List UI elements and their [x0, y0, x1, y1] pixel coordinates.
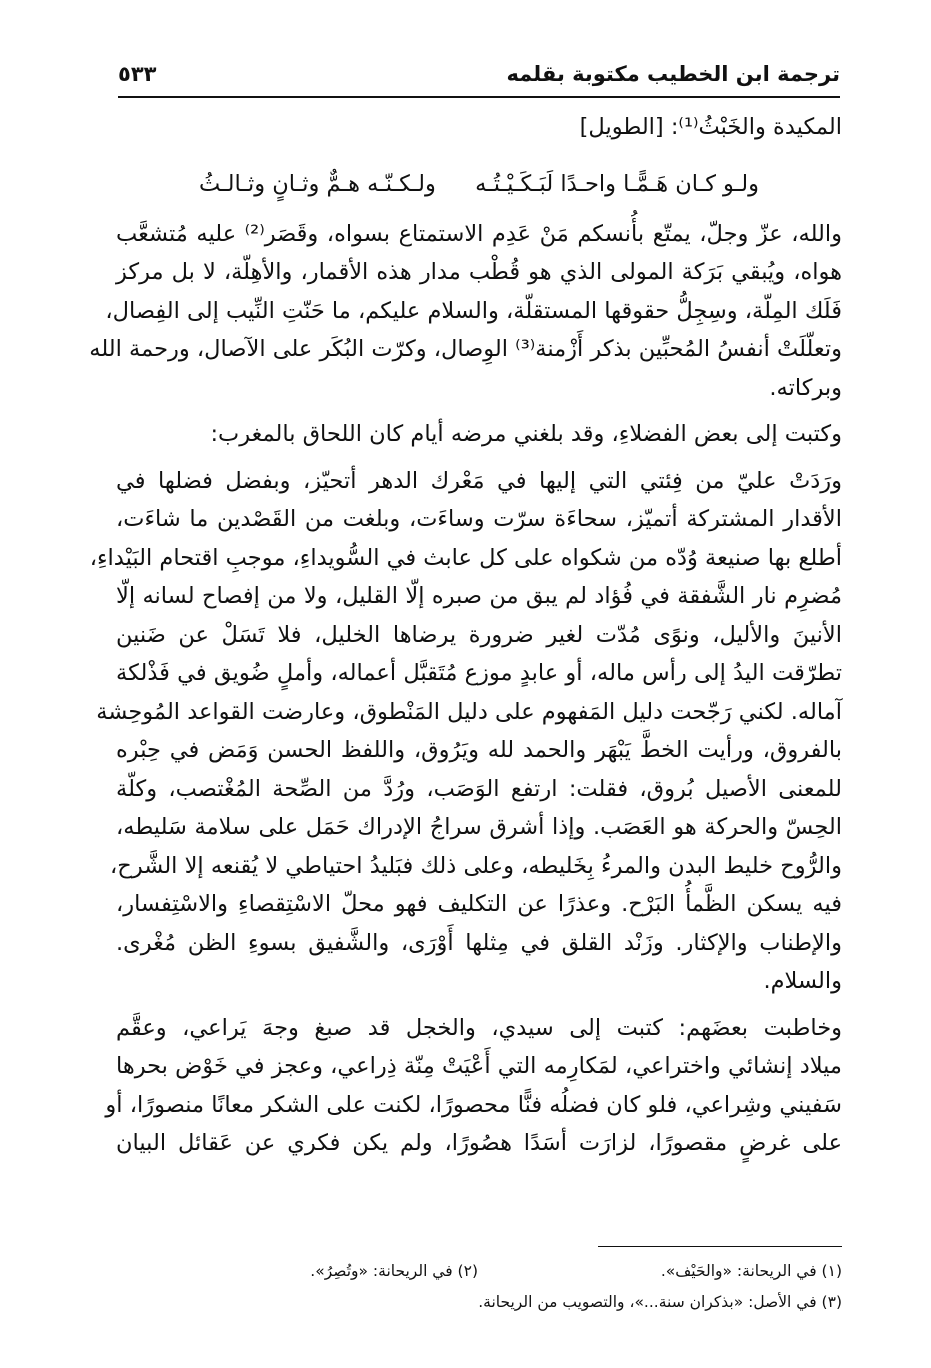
footnotes — [118, 1246, 842, 1318]
text-line: وتعلّلَتْ أنفسُ المُحبِّين بذكر أَزْمنة⁽³⁾ الوِصال، وكرّت البُكَر على الآصال، ورحمة الله — [89, 336, 842, 362]
text-line: آماله. لكني رَجّحت دليل المَفهوم على دليل المَنْطوق، وعارضت القواعد المُوحِشة — [96, 698, 842, 725]
footnote-2: (٢) في الريحانة: «وتُصِرُ». — [310, 1262, 478, 1280]
running-head — [118, 62, 840, 96]
text-line: وكتبت إلى بعض الفضلاءِ، وقد بلغني مرضه أيام كان اللحاق بالمغرب: — [210, 421, 842, 447]
running-head-title: ترجمة ابن الخطيب مكتوبة بقلمه — [506, 62, 840, 86]
text-line: سَفيني وشِراعي، فلو كان فضلُه فنًّا محصورًا، لكنت على الشكر معانًا منصورًا، أو — [105, 1091, 842, 1118]
poem-verse — [199, 165, 759, 203]
text-line: بالفروق، ورأيت الخطَّ يَبْهَر والحمد لله ويَرُوق، واللفظ الحسن وَمَض في حِبْره — [116, 737, 842, 763]
text-line: على غرضٍ مقصورًا، لزارَت أسَدًا هصُورًا، ولم يكن فكري عن عَقائل البيان — [116, 1130, 842, 1156]
text-line: تطرّقت اليدُ إلى رأس ماله، أو عابدٍ موزع مُتَقبَّل أعماله، وأملٍ ضُويق في فَذْلكة — [116, 660, 842, 686]
intro-line: المكيدة والخَبْثُ⁽¹⁾: [الطويل] — [579, 114, 842, 140]
footnote-3: (٣) في الأصل: «بذكران سنة...»، والتصويب من الريحانة. — [478, 1293, 842, 1311]
text-line: والرُّوح خليط البدن والمرءُ بِخَليطه، وعلى ذلك فبَليدُ احتياطي لا يُقنعه إلا الشَّرح، — [110, 852, 842, 879]
text-line: الأقدار المشتركة أتميّز، سحاءَة سرّت وساءَت، وبلغت من القَصْدين ما شاءَت، — [116, 506, 842, 532]
paragraph-3 — [89, 462, 842, 1001]
text-line: وبركاته. — [769, 374, 842, 401]
footnote-1: (١) في الريحانة: «والحَيْف». — [660, 1262, 842, 1280]
text-line: فَلَك المِلّة، وسِجِلُّ حقوقها المستقلّة، والسلام عليكم، ما حَنّتِ النِّيب إلى الفِصال، — [105, 297, 842, 324]
text-line: الأنينَ والأليل، ونوًى مُدّت لغير ضرورة يرضاها الخليل، فلا تَسَلْ عن ضَنين — [116, 621, 842, 648]
verse-hemistich-right: ولـو كـان هَـمًّـا واحـدًا لَبَـكَـيْـتُـه — [475, 170, 759, 197]
text-line: والله، عزّ وجلّ، يمتّع بأُنسكم مَنْ عَدِم الاستمتاع بسواه، وقَصَر⁽²⁾ عليه مُتشعَّب — [116, 220, 842, 247]
text-line: والإطناب والإكثار. وزَنْد القلق في مِثلها أَوْرَى، والشَّفيق بسوءِ الظن مُغْرى. — [116, 929, 842, 956]
text-line: هواه، ويُبقي بَرَكة المولى الذي هو قُطْب مدار هذه الأقمار، والأهِلّة، لا بل مركز — [116, 259, 842, 285]
paragraph-2 — [116, 415, 842, 454]
text-line: والسلام. — [763, 968, 842, 994]
verse-hemistich-left: ولـكـنّـه هـمٌّ وثـانٍ وثـالـثُ — [199, 170, 436, 197]
paragraph-4 — [105, 1009, 842, 1163]
text-line: فيه يسكن الظَّمأُ البَرْح. وعذرًا عن التكليف فهو محلّ الاسْتِقصاءِ والاسْتِفسار، — [116, 891, 842, 917]
main-text — [89, 108, 842, 1163]
paragraph-1 — [89, 215, 842, 408]
text-line: أطلع بها صنيعة وُدّه من شكواه على كل عابث في السُّويداءِ، موجبِ اقتحام البَيْداءِ، — [89, 544, 842, 571]
page-number: ٥٣٣ — [118, 62, 157, 86]
text-line: ورَدَتْ عليّ من فِئتي التي إليها في مَعْرك الدهر أتحيّز، وبفضل فضلها في — [116, 467, 842, 494]
text-line: وخاطبت بعضَهم: كتبت إلى سيدي، والخجل قد صبغ وجهَ يَراعي، وعقَّم — [116, 1014, 842, 1041]
header-rule — [118, 96, 840, 98]
text-line: ميلاد إنشائي واختراعي، لمَكارِمه التي أَعْيَتْ مِنّة ذِراعي، وعجز في خَوْض بحرها — [116, 1053, 842, 1079]
text-line: للمعنى الأصيل بُروق، فقلت: ارتفع الوَصَب، ورُدَّ من الصِّحة المُغْتصب، وكلّة — [116, 775, 842, 802]
text-line: الحِسّ والحركة هو العَصَب. وإذا أشرق سراجُ الإدراك حَمَل على سلامة سَليطه، — [116, 814, 842, 840]
text-line: مُضرِم نار الشَّفقة في فُؤاد لم يبق من صبره إلّا القليل، ولا من إفصاح لسانه إلّا — [116, 583, 842, 609]
